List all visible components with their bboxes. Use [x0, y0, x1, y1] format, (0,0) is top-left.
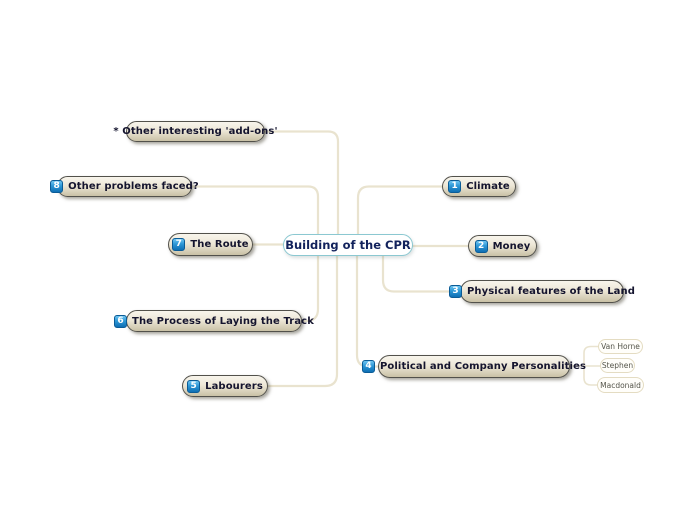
topic-label: The Route: [190, 239, 249, 250]
topic-physical-features[interactable]: [452, 280, 636, 303]
subtopic-label: Stephen: [601, 361, 634, 370]
topic-other-interesting-addons[interactable]: [113, 121, 278, 142]
topic-climate[interactable]: [442, 176, 516, 197]
topic-label: Other problems faced?: [68, 181, 199, 192]
number-badge-5: 5: [187, 380, 200, 393]
number-badge-2: 2: [475, 240, 488, 253]
central-topic-label: Building of the CPR: [285, 238, 411, 252]
subtopic-stephen[interactable]: [600, 358, 635, 373]
connector-climate: [358, 187, 442, 237]
topic-process-of-laying-track[interactable]: [117, 310, 314, 332]
topic-the-route[interactable]: [168, 233, 253, 256]
connector-problems: [192, 187, 318, 237]
number-badge-7: 7: [172, 238, 185, 251]
number-badge-1: 1: [448, 180, 461, 193]
number-badge-6: 6: [114, 315, 127, 328]
connector-political: [357, 254, 379, 367]
topic-label: The Process of Laying the Track: [132, 315, 314, 327]
number-badge-3: 3: [449, 285, 462, 298]
subtopic-macdonald[interactable]: [597, 377, 644, 393]
topic-political-personalities[interactable]: [365, 355, 587, 378]
topic-labourers[interactable]: [182, 375, 268, 397]
connector-macdonald: [584, 366, 598, 385]
subtopic-van-horne[interactable]: [598, 339, 643, 354]
topic-label: Physical features of the Land: [466, 286, 636, 297]
topic-label: Money: [492, 240, 531, 252]
subtopic-label: Macdonald: [600, 380, 641, 390]
number-badge-4: 4: [362, 360, 375, 373]
topic-money[interactable]: [468, 235, 537, 257]
topic-label: Labourers: [205, 380, 263, 392]
number-badge-8: 8: [50, 180, 63, 193]
central-topic-building-of-the-cpr[interactable]: [283, 234, 413, 256]
topic-label: Climate: [466, 181, 510, 192]
connector-van-horne: [584, 347, 599, 367]
subtopic-label: Van Horne: [601, 342, 640, 351]
connector-process: [301, 254, 318, 321]
connector-addons: [264, 132, 338, 237]
topic-label: Political and Company Personalities: [379, 361, 587, 372]
topic-label: * Other interesting 'add-ons': [113, 126, 278, 137]
topic-other-problems[interactable]: [53, 176, 199, 197]
